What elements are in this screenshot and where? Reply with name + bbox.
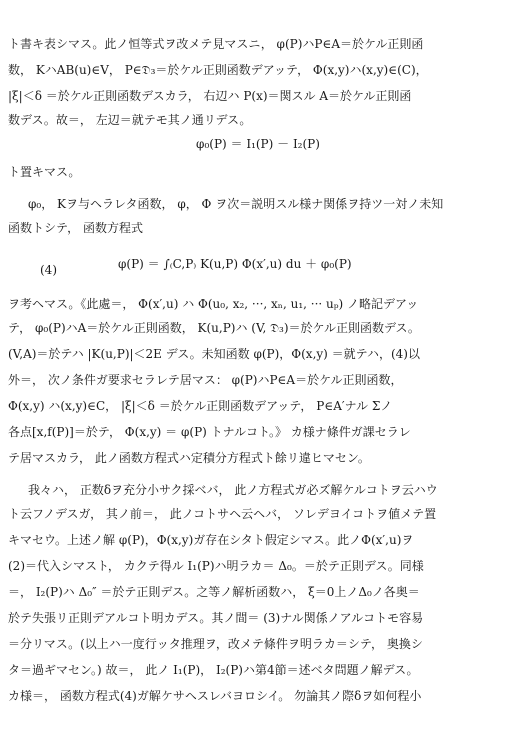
text-line-15: Φ(x,y) ハ(x,y)∈C， |ξ|＜δ ＝於ケル正則函数デアッテ， P∈A′ナル Σノ xyxy=(8,399,393,413)
text-line-3: |ξ|＜δ ＝於ケル正則函数デスカラ， 右辺ハ P(x)＝関スル A＝於ケル正則函 xyxy=(8,89,412,103)
equation-number-4: (4) xyxy=(40,263,57,277)
text-line-1: ト書キ表シマス。此ノ恒等式ヲ改メテ見マスニ， φ(P)ハP∈A＝於ケル正則函 xyxy=(8,37,424,51)
text-line-18: 我々ハ， 正数δヲ充分小サク採ベバ， 此ノ方程式ガ必ズ解ケルコトヲ云ハウ xyxy=(28,483,438,497)
text-line-4: 数デス。故＝， 左辺＝就テモ其ノ通リデス。 xyxy=(8,113,252,127)
text-line-22: ＝， I₂(P)ハ Δ₀″ ＝於テ正則デス。之等ノ解析函数ハ， ξ＝0上ノΔ₀ノ各奥＝ xyxy=(8,585,420,599)
equation-4: φ(P) ＝ ∫₍C,P₎ K(u,P) Φ(x′,u) du ＋ φ₀(P) xyxy=(118,257,352,271)
text-line-8: 函数トシテ， 函数方程式 xyxy=(8,221,143,235)
text-line-12: テ， φ₀(P)ハA＝於ケル正則函数， K(u,P)ハ (V, 𝔇₃)＝於ケル正則函数デス。 xyxy=(8,321,420,335)
text-line-23: 於テ失張リ正則デアルコト明カデス。其ノ間＝ (3)ナル関係ノアルコトモ容易 xyxy=(8,611,424,625)
text-line-19: ト云フノデスガ， 其ノ前＝， 此ノコトサヘ云ヘバ， ソレデヨイコトヲ値メテ置 xyxy=(8,507,437,521)
text-line-7: φ₀， Kヲ与ヘラレタ函数， φ， Φ ヲ次＝説明スル様ナ関係ヲ持ツ一対ノ未知 xyxy=(28,197,444,211)
text-line-6: ト置キマス。 xyxy=(8,165,81,179)
text-line-13: (V,A)＝於テハ |K(u,P)|＜2E デス。未知函数 φ(P)，Φ(x,y) ＝就テハ，(4)以 xyxy=(8,347,420,361)
text-line-14: 外＝， 次ノ条件ガ要求セラレテ居マス： φ(P)ハP∈A＝於ケル正則函数， xyxy=(8,373,403,387)
text-line-11: ヲ考ヘマス。《此處＝， Φ(x′,u) ハ Φ(u₀, x₂, ···, xₙ, u₁, ··· uₚ) ノ略記デアッ xyxy=(8,297,419,311)
text-line-24: ＝分リマス。(以上ハ一度行ッタ推理ヲ，改メテ條件ヲ明ラカ＝シテ， 奥換シ xyxy=(8,637,423,651)
text-line-16: 各点[x,f(P)]＝於テ， Φ(x,y) ＝ φ(P) トナルコト。》 カ様ナ條件ガ課セラレ xyxy=(8,425,411,439)
text-line-20: キマセウ。上述ノ解 φ(P)，Φ(x,y)ガ存在シタト假定シマス。此ノΦ(x′,u)ヲ xyxy=(8,533,414,547)
text-line-25: タ＝過ギマセン。) 故＝， 此ノ I₁(P)， I₂(P)ハ第4節＝述ベタ問題ノ解デス。 xyxy=(8,663,419,677)
text-line-17: テ居マスカラ， 此ノ函数方程式ハ定積分方程式ト餘リ違ヒマセン。 xyxy=(8,451,370,465)
text-line-21: (2)＝代入シマスト， カクテ得ル I₁(P)ハ明ラカ＝ Δ₀。＝於テ正則デス。同様 xyxy=(8,559,424,573)
text-line-26: カ様＝， 函数方程式(4)ガ解ケサヘスレバヨロシイ。 勿論其ノ際δヲ如何程小 xyxy=(8,689,422,703)
equation-phi0: φ₀(P) ＝ I₁(P) － I₂(P) xyxy=(196,137,320,151)
text-line-2: 数， KハAB(u)∈V， P∈𝔇₃＝於ケル正則函数デアッテ， Φ(x,y)ハ(x,y)∈(C)， xyxy=(8,63,428,77)
